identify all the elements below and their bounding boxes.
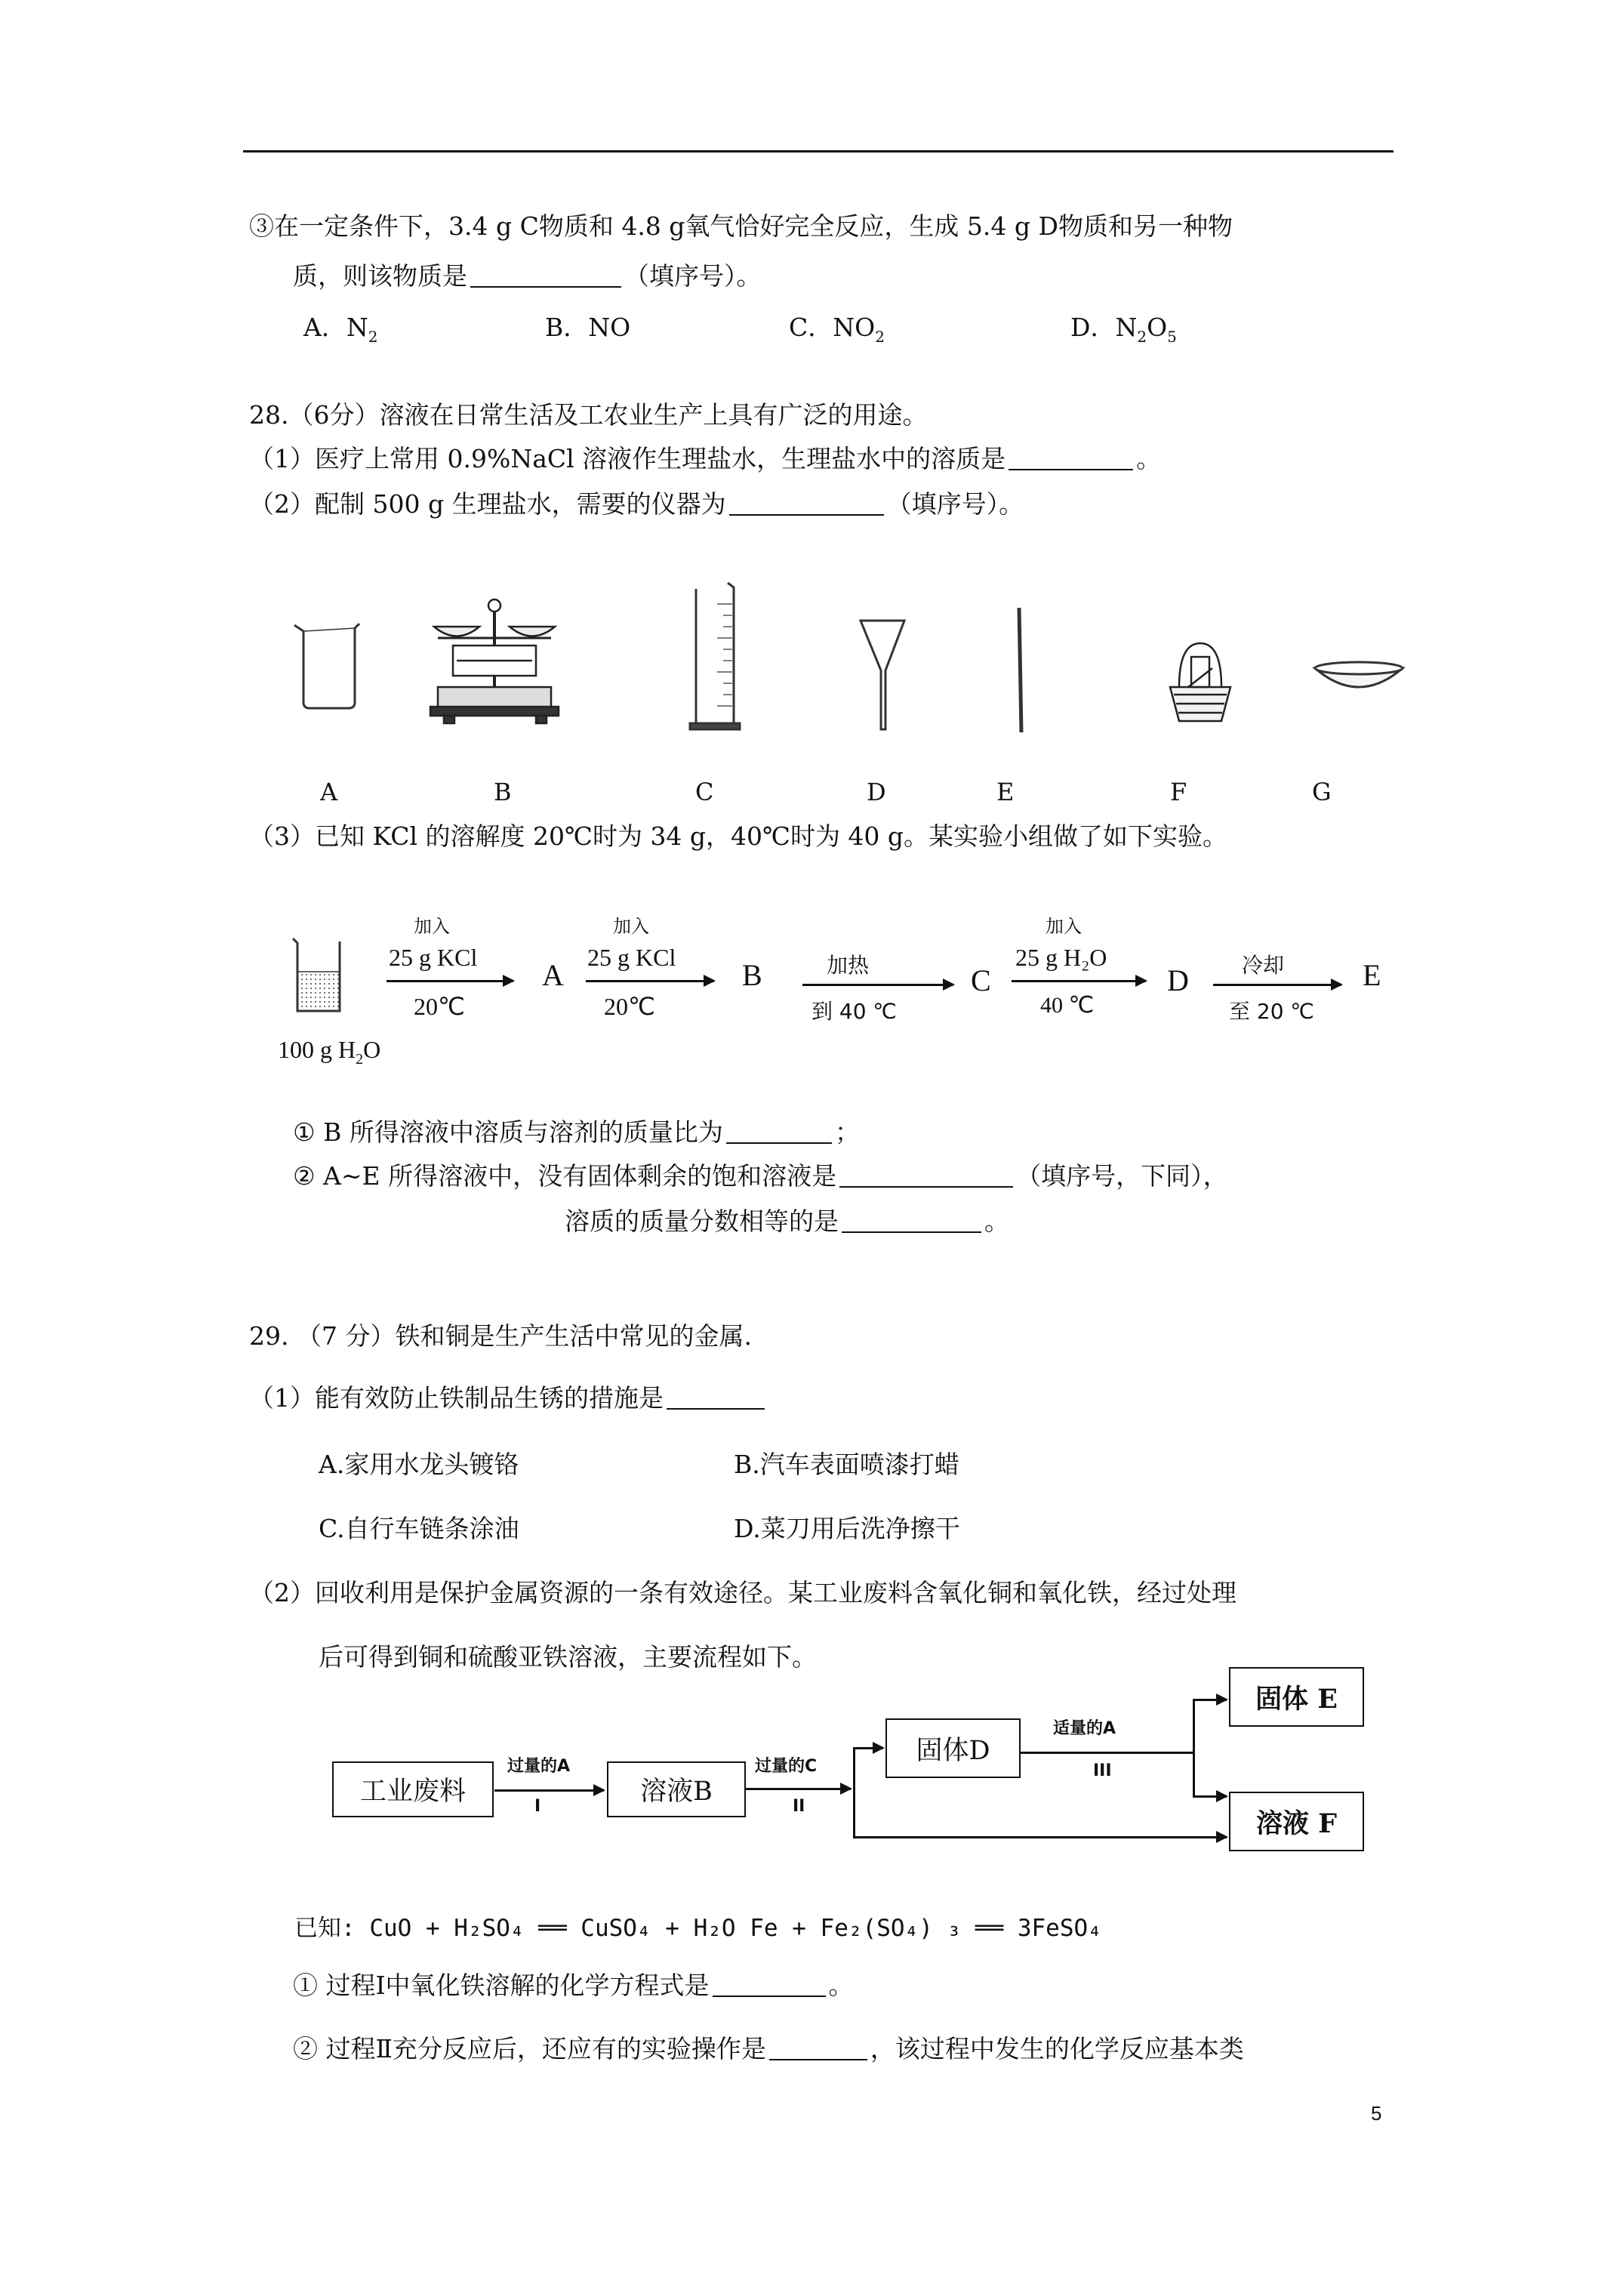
- instrument-label-e: E: [996, 778, 1015, 806]
- flow-arrow-to-d: [853, 1747, 883, 1749]
- q29-option-d: D.菜刀用后洗净擦干: [734, 1514, 960, 1543]
- q29-option-c: C.自行车链条涂油: [319, 1514, 519, 1543]
- answer-blank[interactable]: [667, 1385, 765, 1410]
- instrument-label-g: G: [1312, 778, 1332, 806]
- instrument-label-d: D: [867, 778, 886, 806]
- instrument-label-b: B: [494, 778, 512, 806]
- beaker-water-icon: [287, 932, 347, 1019]
- q27-line2: [293, 260, 762, 293]
- answer-blank[interactable]: [726, 1120, 832, 1144]
- flow-branch-line-2: [1193, 1699, 1195, 1797]
- flow-step3-label: 加热: [827, 953, 870, 978]
- flow-step1-top1: 加入: [414, 916, 450, 937]
- q27-option-d: D．$N_2O_5$: [1070, 313, 1177, 346]
- q29-part2-line2: 后可得到铜和硫酸亚铁溶液，主要流程如下。: [319, 1642, 817, 1672]
- balance-icon: [430, 599, 559, 723]
- lab-instruments: [249, 574, 1412, 770]
- flow-result-d: D: [1167, 963, 1189, 997]
- flow-box-solid-d: 固体D: [885, 1718, 1021, 1778]
- flow-step-i: I: [534, 1797, 541, 1816]
- flow-arrow-to-f2: [1193, 1795, 1227, 1798]
- funnel-icon: [861, 621, 904, 729]
- answer-blank[interactable]: [713, 1973, 826, 1997]
- flow-step1-temp: 20℃: [414, 993, 465, 1020]
- flow-arrow-5: [1213, 984, 1341, 986]
- flow-step4-reagent: 25 g H₂O: [1015, 944, 1107, 971]
- beaker-icon: [294, 624, 359, 708]
- q28-sub3: 溶质的质量分数相等的是 。: [565, 1207, 1009, 1236]
- flow-step3-temp: 到 40 ℃: [812, 999, 897, 1024]
- q27-option-b: B．NO: [545, 313, 631, 342]
- q27-line1: ③在一定条件下，3.4 g C物质和 4.8 g氧气恰好完全反应，生成 5.4 g D物质和另一种物: [249, 211, 1233, 241]
- answer-blank[interactable]: [769, 2036, 867, 2060]
- q28-sub1: ① B 所得溶液中溶质与溶剂的质量比为 ；: [293, 1117, 860, 1147]
- flow-arrow-ii: [745, 1788, 851, 1790]
- q27-option-a: A．$N_2$: [303, 313, 378, 346]
- header-rule: [243, 150, 1394, 153]
- flow-branch-line: [853, 1747, 855, 1838]
- flow-result-c: C: [971, 963, 991, 997]
- flow-box-solution-b: 溶液B: [607, 1761, 746, 1817]
- flow-result-b: B: [742, 958, 762, 992]
- flow-step-iii: III: [1093, 1761, 1112, 1780]
- flow-step2-reagent: 25 g KCl: [587, 944, 676, 971]
- q27-option-c: C．$NO_2$: [789, 313, 885, 346]
- flow-arrow-3: [802, 984, 953, 986]
- flow-box-waste: 工业废料: [332, 1761, 494, 1817]
- q29-sub1: ① 过程Ⅰ中氧化铁溶解的化学方程式是 。: [293, 1971, 854, 2000]
- answer-blank[interactable]: [842, 1209, 981, 1233]
- answer-blank[interactable]: [839, 1163, 1013, 1188]
- evaporating-dish-icon: [1315, 662, 1403, 687]
- alcohol-lamp-icon: [1170, 643, 1230, 721]
- flow-arrow-to-f: [853, 1836, 1227, 1838]
- answer-blank[interactable]: [729, 492, 884, 516]
- q29-option-b: B.汽车表面喷漆打蜡: [734, 1450, 959, 1479]
- q28-part1: （1）医疗上常用 0.9%NaCl 溶液作生理盐水，生理盐水中的溶质是 。: [249, 444, 1162, 473]
- graduated-cylinder-icon: [690, 583, 740, 729]
- q29-title: 29. （7 分）铁和铜是生产生活中常见的金属.: [249, 1321, 752, 1351]
- instrument-label-f: F: [1170, 778, 1187, 806]
- flow-step2-temp: 20℃: [604, 993, 655, 1020]
- flow-arrow-to-e: [1193, 1699, 1227, 1701]
- flow-result-a: A: [542, 958, 564, 992]
- q29-known-equations: 已知: CuO + H₂SO₄ ══ CuSO₄ + H₂O Fe + Fe₂(SO₄) ₃ ══ 3FeSO₄: [294, 1915, 1102, 1942]
- page-number: 5: [1371, 2102, 1382, 2125]
- flow-arrow-i: [494, 1789, 604, 1792]
- q29-sub2: ② 过程Ⅱ充分反应后，还应有的实验操作是 ，该过程中发生的化学反应基本类: [293, 2034, 1244, 2063]
- q29-part2-line1: （2）回收利用是保护金属资源的一条有效途径。某工业废料含氧化铜和氧化铁，经过处理: [249, 1578, 1236, 1607]
- flow-label-3: 适量的A: [1053, 1719, 1116, 1738]
- q28-sub2: ② A~E 所得溶液中，没有固体剩余的饱和溶液是 （填序号，下同），: [293, 1161, 1228, 1191]
- flow-arrow-4: [1012, 980, 1146, 982]
- flow-label-1: 过量的A: [507, 1757, 571, 1776]
- instrument-label-c: C: [695, 778, 714, 806]
- instrument-label-a: A: [320, 778, 338, 806]
- answer-blank[interactable]: [470, 264, 621, 288]
- flow-step-ii: II: [793, 1797, 805, 1816]
- q28-title: 28.（6分）溶液在日常生活及工农业生产上具有广泛的用途。: [249, 400, 928, 430]
- q28-part3: （3）已知 KCl 的溶解度 20℃时为 34 g，40℃时为 40 g。某实验小组做了如下实验。: [249, 821, 1228, 851]
- q29-option-a: A.家用水龙头镀铬: [319, 1450, 519, 1479]
- answer-blank[interactable]: [1009, 446, 1133, 470]
- flow-result-e: E: [1363, 958, 1381, 992]
- flow-step2-top1: 加入: [613, 916, 649, 937]
- q29-part1: （1）能有效防止铁制品生锈的措施是: [249, 1382, 768, 1415]
- q27-line2-suffix: （填序号）。: [624, 261, 762, 291]
- flow-step5-label: 冷却: [1242, 953, 1285, 978]
- flow-box-solution-f: 溶液 F: [1229, 1792, 1364, 1851]
- q27-line2-text: 质，则该物质是: [293, 261, 467, 291]
- glass-rod-icon: [1019, 608, 1021, 732]
- flow-step4-top1: 加入: [1046, 916, 1082, 937]
- flow-arrow-2: [586, 980, 714, 982]
- q28-part2: （2）配制 500 g 生理盐水，需要的仪器为 （填序号）。: [249, 489, 1024, 519]
- flow-line-iii: [1019, 1752, 1193, 1754]
- flow-arrow-1: [387, 980, 513, 982]
- flow-label-2: 过量的C: [755, 1757, 818, 1776]
- flow-step4-temp: 40 ℃: [1040, 993, 1095, 1018]
- flow-box-solid-e: 固体 E: [1229, 1667, 1364, 1727]
- flow-step5-temp: 至 20 ℃: [1229, 999, 1314, 1024]
- flow-step1-reagent: 25 g KCl: [389, 944, 478, 971]
- flow-start-label: 100 g $H_2O$: [278, 1036, 381, 1068]
